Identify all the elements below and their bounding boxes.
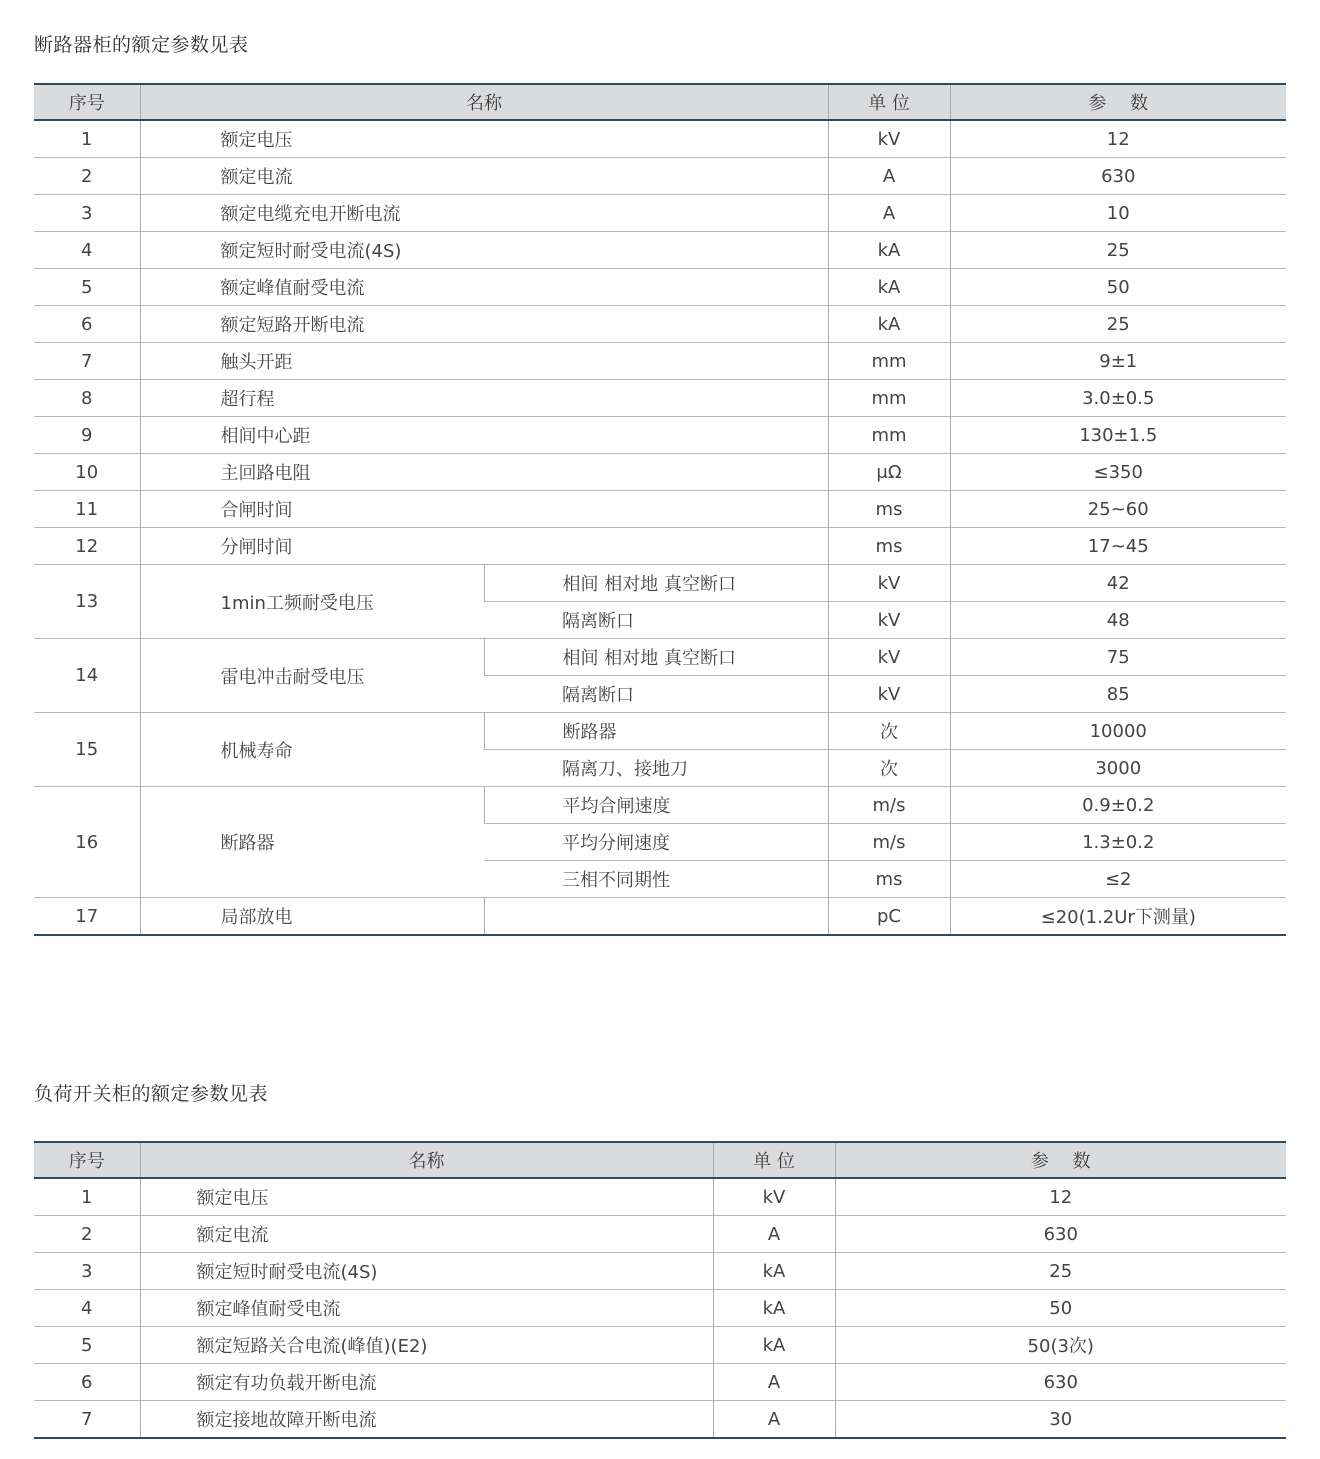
- row-value: ≤2: [950, 861, 1286, 898]
- row-no: 9: [34, 417, 140, 454]
- row-value: 1.3±0.2: [950, 824, 1286, 861]
- row-unit: m/s: [828, 824, 950, 861]
- table-row: [34, 1216, 1286, 1253]
- row-sub-empty: [484, 898, 828, 936]
- row-unit: kA: [713, 1253, 835, 1290]
- row-value: 50: [950, 269, 1286, 306]
- row-value: 12: [950, 120, 1286, 158]
- row-value: 17~45: [950, 528, 1286, 565]
- row-name: 额定电压: [140, 1178, 713, 1216]
- row-value: 25~60: [950, 491, 1286, 528]
- row-unit: A: [713, 1401, 835, 1439]
- row-name: 合闸时间: [140, 491, 828, 528]
- row-unit: kA: [713, 1327, 835, 1364]
- row-unit: μΩ: [828, 454, 950, 491]
- col-header-no: 序号: [34, 84, 140, 120]
- row-value: 75: [950, 639, 1286, 676]
- row-unit: ms: [828, 528, 950, 565]
- row-no: 4: [34, 232, 140, 269]
- table-row: [34, 1253, 1286, 1290]
- table-row: [34, 417, 1286, 454]
- row-name: 额定短路开断电流: [140, 306, 828, 343]
- table-header-row: [34, 84, 1286, 120]
- table-row: [34, 787, 1286, 824]
- row-sub-name: 三相不同期性: [484, 861, 828, 898]
- row-no: 13: [34, 565, 140, 639]
- table-row: [34, 1401, 1286, 1439]
- row-unit: kV: [828, 565, 950, 602]
- row-no: 17: [34, 898, 140, 936]
- load-switch-cabinet-params-table: [34, 1141, 1286, 1439]
- row-value: 25: [950, 306, 1286, 343]
- row-no: 10: [34, 454, 140, 491]
- row-sub-name: 相间 相对地 真空断口: [484, 639, 828, 676]
- row-value: 3000: [950, 750, 1286, 787]
- row-no: 8: [34, 380, 140, 417]
- row-no: 5: [34, 1327, 140, 1364]
- table-row: [34, 491, 1286, 528]
- table-row: [34, 306, 1286, 343]
- col-header-name: 名称: [140, 1142, 713, 1178]
- row-name: 额定峰值耐受电流: [140, 269, 828, 306]
- row-sub-name: 隔离刀、接地刀: [484, 750, 828, 787]
- table-row: [34, 713, 1286, 750]
- row-name: 主回路电阻: [140, 454, 828, 491]
- table-row: [34, 639, 1286, 676]
- row-value: 85: [950, 676, 1286, 713]
- row-value: 0.9±0.2: [950, 787, 1286, 824]
- row-no: 12: [34, 528, 140, 565]
- row-name: 额定电压: [140, 120, 828, 158]
- row-name: 额定峰值耐受电流: [140, 1290, 713, 1327]
- row-no: 2: [34, 158, 140, 195]
- row-value: 3.0±0.5: [950, 380, 1286, 417]
- row-no: 7: [34, 343, 140, 380]
- row-value: 10000: [950, 713, 1286, 750]
- row-value: 48: [950, 602, 1286, 639]
- row-name: 额定电流: [140, 1216, 713, 1253]
- table-row: [34, 158, 1286, 195]
- row-value: 12: [835, 1178, 1286, 1216]
- col-header-no: 序号: [34, 1142, 140, 1178]
- row-sub-name: 平均合闸速度: [484, 787, 828, 824]
- row-unit: kA: [828, 269, 950, 306]
- row-value: 42: [950, 565, 1286, 602]
- table-row: [34, 565, 1286, 602]
- table-header-row: [34, 1142, 1286, 1178]
- col-header-unit: 单 位: [713, 1142, 835, 1178]
- row-value: 50(3次): [835, 1327, 1286, 1364]
- row-no: 16: [34, 787, 140, 898]
- row-unit: m/s: [828, 787, 950, 824]
- row-unit: A: [828, 195, 950, 232]
- row-no: 5: [34, 269, 140, 306]
- row-no: 2: [34, 1216, 140, 1253]
- row-name: 超行程: [140, 380, 828, 417]
- col-header-value: 参 数: [835, 1142, 1286, 1178]
- row-value: 25: [950, 232, 1286, 269]
- row-no: 3: [34, 1253, 140, 1290]
- row-name: 1min工频耐受电压: [140, 565, 484, 639]
- table-row: [34, 1327, 1286, 1364]
- row-name: 额定有功负载开断电流: [140, 1364, 713, 1401]
- col-header-name: 名称: [140, 84, 828, 120]
- row-no: 4: [34, 1290, 140, 1327]
- row-unit: 次: [828, 750, 950, 787]
- row-name: 分闸时间: [140, 528, 828, 565]
- row-unit: A: [828, 158, 950, 195]
- row-value: 10: [950, 195, 1286, 232]
- table-row: [34, 1290, 1286, 1327]
- row-unit: kV: [828, 639, 950, 676]
- row-unit: pC: [828, 898, 950, 936]
- col-header-value: 参 数: [950, 84, 1286, 120]
- row-no: 7: [34, 1401, 140, 1439]
- row-value: 25: [835, 1253, 1286, 1290]
- row-unit: kV: [828, 602, 950, 639]
- row-value: 30: [835, 1401, 1286, 1439]
- row-unit: A: [713, 1216, 835, 1253]
- table1-title: 断路器柜的额定参数见表: [34, 34, 249, 56]
- row-value: 630: [835, 1216, 1286, 1253]
- row-no: 11: [34, 491, 140, 528]
- row-unit: kA: [713, 1290, 835, 1327]
- row-no: 15: [34, 713, 140, 787]
- row-no: 1: [34, 1178, 140, 1216]
- row-unit: 次: [828, 713, 950, 750]
- row-name: 相间中心距: [140, 417, 828, 454]
- table-row: [34, 120, 1286, 158]
- row-name: 额定短路关合电流(峰值)(E2): [140, 1327, 713, 1364]
- row-unit: kV: [713, 1178, 835, 1216]
- row-value: 50: [835, 1290, 1286, 1327]
- table-row: [34, 454, 1286, 491]
- row-name: 触头开距: [140, 343, 828, 380]
- row-unit: kV: [828, 676, 950, 713]
- row-value: 630: [835, 1364, 1286, 1401]
- row-name: 额定短时耐受电流(4S): [140, 232, 828, 269]
- row-name: 额定电流: [140, 158, 828, 195]
- row-name: 雷电冲击耐受电压: [140, 639, 484, 713]
- row-sub-name: 断路器: [484, 713, 828, 750]
- row-name: 机械寿命: [140, 713, 484, 787]
- row-unit: kA: [828, 306, 950, 343]
- table-row: [34, 528, 1286, 565]
- table-row: [34, 232, 1286, 269]
- row-unit: ms: [828, 491, 950, 528]
- col-header-unit: 单 位: [828, 84, 950, 120]
- breaker-cabinet-params-table: [34, 83, 1286, 936]
- row-sub-name: 隔离断口: [484, 602, 828, 639]
- table-row: [34, 269, 1286, 306]
- table-row: [34, 380, 1286, 417]
- row-no: 1: [34, 120, 140, 158]
- row-name: 局部放电: [140, 898, 484, 936]
- row-unit: ms: [828, 861, 950, 898]
- row-sub-name: 相间 相对地 真空断口: [484, 565, 828, 602]
- row-name: 断路器: [140, 787, 484, 898]
- row-name: 额定接地故障开断电流: [140, 1401, 713, 1439]
- row-value: 9±1: [950, 343, 1286, 380]
- table-row: [34, 343, 1286, 380]
- row-unit: mm: [828, 343, 950, 380]
- row-unit: mm: [828, 417, 950, 454]
- row-no: 6: [34, 1364, 140, 1401]
- row-sub-name: 平均分闸速度: [484, 824, 828, 861]
- table-row: [34, 898, 1286, 936]
- row-name: 额定短时耐受电流(4S): [140, 1253, 713, 1290]
- row-value: 130±1.5: [950, 417, 1286, 454]
- table-row: [34, 1364, 1286, 1401]
- row-unit: mm: [828, 380, 950, 417]
- row-value: 630: [950, 158, 1286, 195]
- row-no: 6: [34, 306, 140, 343]
- row-unit: kA: [828, 232, 950, 269]
- table2-title: 负荷开关柜的额定参数见表: [34, 1083, 269, 1105]
- row-name: 额定电缆充电开断电流: [140, 195, 828, 232]
- row-unit: A: [713, 1364, 835, 1401]
- table-row: [34, 195, 1286, 232]
- row-sub-name: 隔离断口: [484, 676, 828, 713]
- table-row: [34, 1178, 1286, 1216]
- row-value: ≤20(1.2Ur下测量): [950, 898, 1286, 936]
- row-no: 14: [34, 639, 140, 713]
- row-unit: kV: [828, 120, 950, 158]
- row-value: ≤350: [950, 454, 1286, 491]
- row-no: 3: [34, 195, 140, 232]
